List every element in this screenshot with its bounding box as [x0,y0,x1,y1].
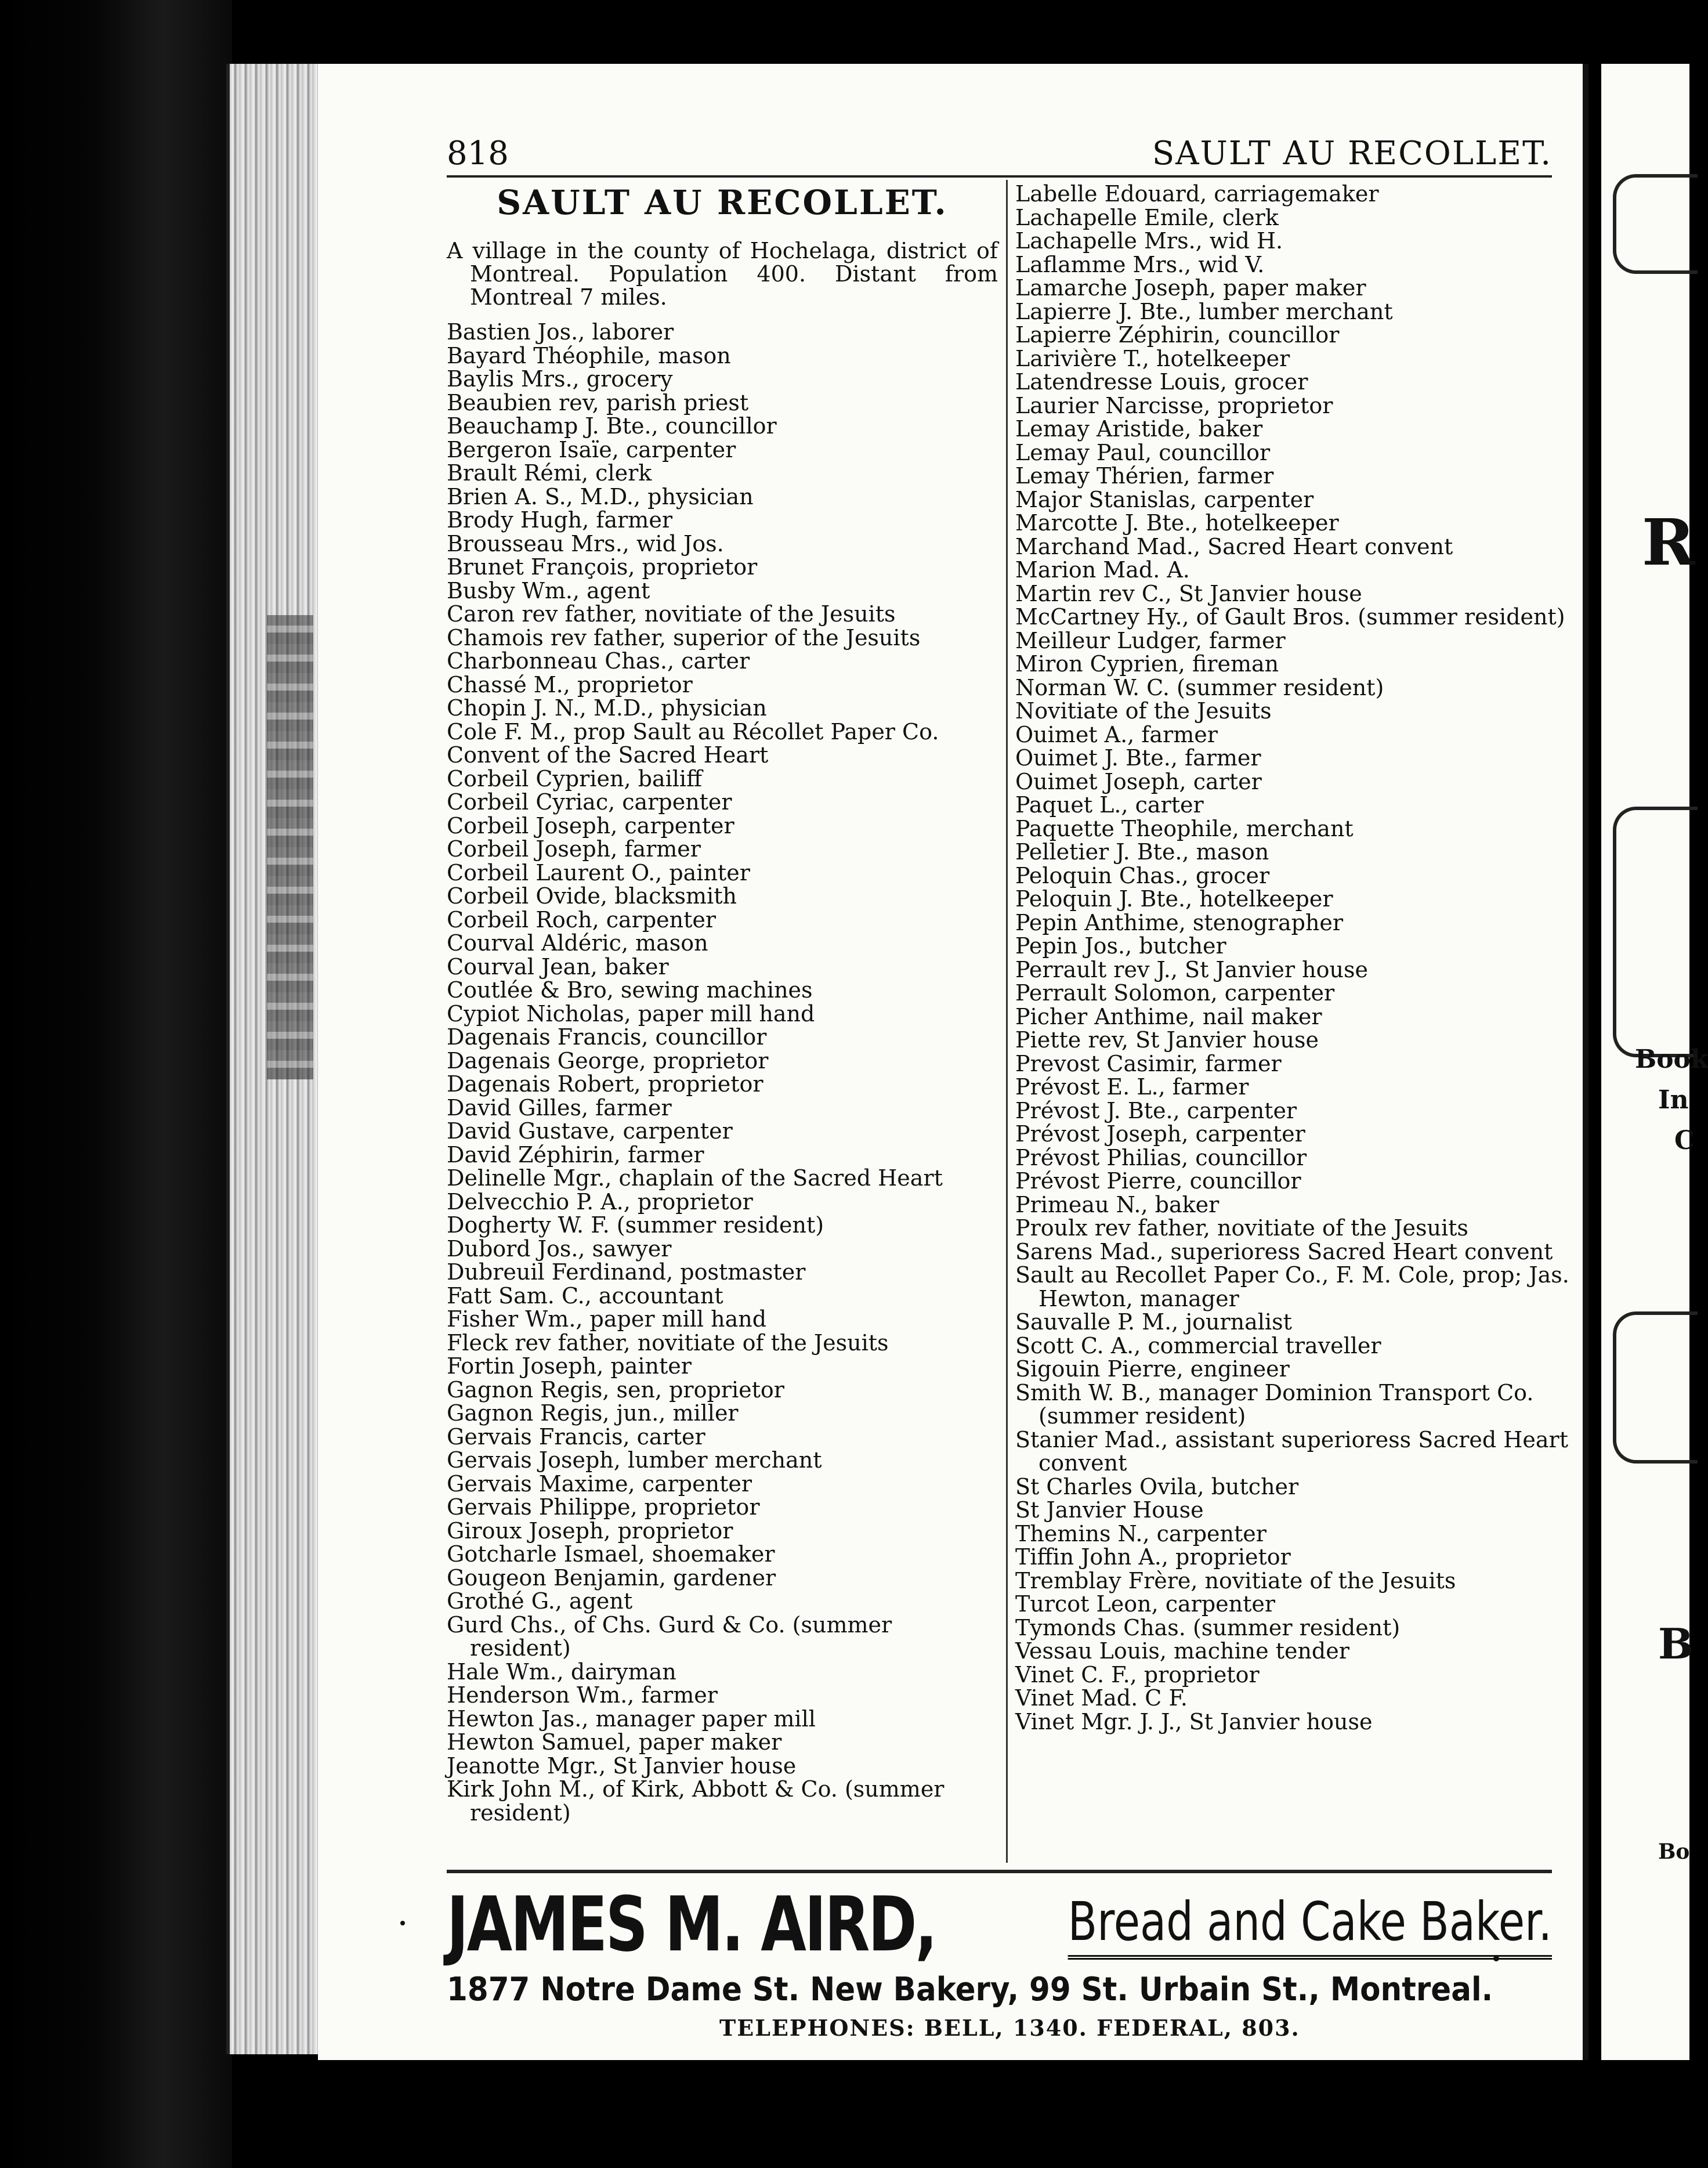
directory-entry: Bayard Théophile, mason [447,342,731,368]
directory-entry: Dagenais George, proprietor [447,1047,769,1074]
page-header [447,129,1552,178]
directory-entry: Ouimet J. Bte., farmer [1015,745,1261,771]
directory-entry: Dubreuil Ferdinand, postmaster [447,1259,806,1285]
directory-entry: Vessau Louis, machine tender [1015,1638,1349,1664]
facing-page-ornament [1613,174,1698,274]
directory-entry: Tiffin John A., proprietor [1015,1544,1291,1570]
advertisement [447,1880,1552,2054]
directory-entry: St Janvier House [1015,1497,1204,1523]
directory-entry: Ouimet Joseph, carter [1015,768,1262,794]
facing-page-letter: B [1658,1619,1693,1668]
advertisement-rule [447,1870,1552,1873]
directory-entry: Lemay Thérien, farmer [1015,463,1274,489]
directory-entry: Fleck rev father, novitiate of the Jesuits [447,1329,889,1356]
facing-page-fragment [1601,64,1708,2060]
directory-entry: Grothé G., agent [447,1588,633,1614]
directory-entry: Fatt Sam. C., accountant [447,1282,723,1309]
directory-entry: David Gilles, farmer [447,1094,672,1121]
directory-entry: Prévost J. Bte., carpenter [1015,1097,1297,1123]
directory-entry: Coutlée & Bro, sewing machines [447,977,813,1003]
directory-entry: St Charles Ovila, butcher [1015,1473,1299,1499]
directory-entry: Major Stanislas, carpenter [1015,486,1314,512]
directory-entry: Lemay Paul, councillor [1015,439,1271,465]
directory-entry: Martin rev C., St Janvier house [1015,580,1362,606]
directory-entry: Vinet Mad. C F. [1015,1685,1188,1711]
scan-speck [1493,1956,1499,1961]
column-divider [1006,180,1008,1863]
directory-entry: Kirk John M., of Kirk, Abbott & Co. (summer resident) [447,1776,945,1826]
facing-page-word: C [1674,1126,1695,1155]
directory-entry: Hewton Jas., manager paper mill [447,1706,816,1732]
directory-entry: Chopin J. N., M.D., physician [447,695,767,721]
directory-entry: Marion Mad. A. [1015,557,1190,583]
left-column [447,182,998,1824]
directory-entry: Sauvalle P. M., journalist [1015,1309,1292,1335]
directory-entry: Labelle Edouard, carriagemaker [1015,181,1379,207]
directory-entry: Proulx rev father, novitiate of the Jesuits [1015,1215,1468,1241]
right-column [1015,182,1590,1733]
directory-entry: Baylis Mrs., grocery [447,366,673,392]
directory-entry: Gougeon Benjamin, gardener [447,1564,776,1591]
directory-entry: Norman W. C. (summer resident) [1015,674,1384,700]
directory-entry: Sarens Mad., superioress Sacred Heart convent [1015,1238,1553,1264]
directory-entry: Tremblay Frère, novitiate of the Jesuits [1015,1567,1456,1594]
advertiser-address: 1877 Notre Dame St. New Bakery, 99 St. Urbain St., Montreal. [447,1971,1493,2008]
directory-entry: Brousseau Mrs., wid Jos. [447,530,724,557]
directory-entry: Lemay Aristide, baker [1015,416,1263,442]
directory-entry: Lapierre J. Bte., lumber merchant [1015,298,1393,324]
directory-entry: Gurd Chs., of Chs. Gurd & Co. (summer resident) [447,1611,892,1661]
advertiser-name: JAMES M. AIRD, [447,1880,936,1968]
directory-entry: Convent of the Sacred Heart [447,742,769,768]
directory-entry: Hale Wm., dairyman [447,1658,676,1685]
section-intro: A village in the county of Hochelaga, district of Montreal. Population 400. Distant from Montreal 7 miles. [447,238,998,310]
directory-entry: Picher Anthime, nail maker [1015,1003,1322,1029]
directory-entry: Scott C. A., commercial traveller [1015,1332,1381,1358]
directory-entry: Fisher Wm., paper mill hand [447,1306,767,1332]
directory-entry: Pelletier J. Bte., mason [1015,839,1269,865]
directory-entry: Marcotte J. Bte., hotelkeeper [1015,510,1339,536]
directory-entry: Delvecchio P. A., proprietor [447,1188,753,1215]
directory-entry: Laurier Narcisse, proprietor [1015,392,1333,418]
directory-entry: Caron rev father, novitiate of the Jesuits [447,601,896,627]
directory-entry: Corbeil Roch, carpenter [447,906,717,933]
scan-speck [400,1921,405,1925]
scan-background [0,0,232,2168]
directory-entry: Prévost Philias, councillor [1015,1144,1307,1170]
directory-entry: Beauchamp J. Bte., councillor [447,413,777,439]
directory-entry: Larivière T., hotelkeeper [1015,345,1290,371]
directory-entry: Piette rev, St Janvier house [1015,1027,1319,1053]
directory-entry: Turcot Leon, carpenter [1015,1591,1276,1617]
directory-entry: Marchand Mad., Sacred Heart convent [1015,533,1453,559]
directory-entry: Brunet François, proprietor [447,554,758,580]
facing-page-ornament [1613,1311,1698,1464]
directory-entry: Vinet Mgr. J. J., St Janvier house [1015,1708,1373,1735]
directory-entry: Corbeil Joseph, farmer [447,836,701,862]
facing-page-ornament [1613,807,1698,1057]
directory-entry: Cole F. M., prop Sault au Récollet Paper Co. [447,718,939,745]
directory-entry: Paquet L., carter [1015,792,1204,818]
directory-entry: Henderson Wm., farmer [447,1682,718,1708]
directory-entry: Smith W. B., manager Dominion Transport Co. (summer resident) [1015,1379,1534,1429]
directory-entry: Stanier Mad., assistant superioress Sacred Heart convent [1015,1426,1568,1476]
directory-entry: Beaubien rev, parish priest [447,389,749,415]
directory-entry: Courval Jean, baker [447,953,669,980]
directory-entry: Latendresse Louis, grocer [1015,369,1308,395]
facing-page-word: Bo [1658,1840,1690,1864]
advertiser-phones: TELEPHONES: BELL, 1340. FEDERAL, 803. [719,2015,1300,2041]
facing-page-letter: R [1642,505,1695,580]
directory-entry: Corbeil Cyprien, bailiff [447,765,703,792]
directory-entry: Lachapelle Emile, clerk [1015,204,1279,230]
directory-entry: Paquette Theophile, merchant [1015,815,1354,841]
directory-entry: Brien A. S., M.D., physician [447,483,754,510]
directory-entry: Gervais Francis, carter [447,1423,705,1450]
directory-entry: Dogherty W. F. (summer resident) [447,1212,824,1238]
directory-entry: Corbeil Ovide, blacksmith [447,883,737,909]
directory-entry: Themins N., carpenter [1015,1520,1266,1546]
book-spine-print [267,615,313,1079]
directory-entry: Prevost Casimir, farmer [1015,1050,1282,1076]
directory-entry: Pepin Jos., butcher [1015,933,1226,959]
directory-entry: Sigouin Pierre, engineer [1015,1356,1290,1382]
directory-entry: Lachapelle Mrs., wid H. [1015,228,1283,254]
directory-entry: Gotcharle Ismael, shoemaker [447,1541,775,1567]
directory-entry: Gagnon Regis, sen, proprietor [447,1376,784,1403]
directory-entry: Brault Rémi, clerk [447,460,652,486]
directory-entry: Prévost Joseph, carpenter [1015,1121,1305,1147]
directory-entry: Gervais Maxime, carpenter [447,1470,752,1497]
directory-entry: Dubord Jos., sawyer [447,1235,672,1262]
directory-entry: Gervais Philippe, proprietor [447,1494,760,1520]
facing-page-word: In [1658,1085,1689,1115]
directory-entry: Meilleur Ludger, farmer [1015,627,1286,653]
directory-entry: Dagenais Robert, proprietor [447,1071,763,1097]
directory-entry: Dagenais Francis, councillor [447,1024,767,1050]
directory-entry: Corbeil Cyriac, carpenter [447,789,732,815]
directory-entry: Perrault rev J., St Janvier house [1015,956,1368,982]
directory-entry: Brody Hugh, farmer [447,507,672,533]
directory-entry: Courval Aldéric, mason [447,930,708,956]
directory-entry: Novitiate of the Jesuits [1015,698,1272,724]
directory-entry: Lapierre Zéphirin, councillor [1015,322,1340,348]
directory-entry: Pepin Anthime, stenographer [1015,909,1344,935]
right-entry-list [1015,182,1590,1733]
running-head: SAULT AU RECOLLET. [1152,135,1552,172]
directory-entry: Gervais Joseph, lumber merchant [447,1447,822,1473]
directory-entry: Miron Cyprien, fireman [1015,651,1279,677]
directory-entry: Corbeil Joseph, carpenter [447,812,734,839]
directory-entry: Peloquin Chas., grocer [1015,862,1270,888]
directory-entry: Delinelle Mgr., chaplain of the Sacred Heart [447,1165,943,1191]
directory-entry: Giroux Joseph, proprietor [447,1517,733,1544]
directory-entry: Lamarche Joseph, paper maker [1015,275,1366,301]
left-entry-list [447,320,998,1824]
directory-entry: Prévost E. L., farmer [1015,1074,1249,1100]
directory-entry: Tymonds Chas. (summer resident) [1015,1614,1401,1641]
directory-entry: Charbonneau Chas., carter [447,648,750,674]
directory-page [318,64,1588,2060]
directory-entry: Bastien Jos., laborer [447,319,674,345]
advertiser-tagline: Bread and Cake Baker. [1068,1891,1552,1960]
directory-entry: Sault au Recollet Paper Co., F. M. Cole, prop; Jas. Hewton, manager [1015,1262,1569,1311]
directory-entry: Bergeron Isaïe, carpenter [447,436,736,462]
directory-entry: David Gustave, carpenter [447,1118,733,1144]
directory-entry: Gagnon Regis, jun., miller [447,1400,739,1426]
directory-entry: Vinet C. F., proprietor [1015,1661,1260,1688]
directory-entry: Ouimet A., farmer [1015,721,1218,747]
facing-page-word: Book [1635,1045,1708,1074]
directory-entry: Fortin Joseph, painter [447,1353,692,1379]
directory-entry: Busby Wm., agent [447,577,650,604]
directory-entry: David Zéphirin, farmer [447,1141,704,1168]
directory-entry: Peloquin J. Bte., hotelkeeper [1015,886,1333,912]
section-title: SAULT AU RECOLLET. [497,183,948,222]
directory-entry: Laflamme Mrs., wid V. [1015,251,1265,277]
directory-entry: Jeanotte Mgr., St Janvier house [447,1753,797,1779]
directory-entry: Chassé M., proprietor [447,671,693,698]
directory-entry: McCartney Hy., of Gault Bros. (summer resident) [1015,604,1565,630]
directory-entry: Corbeil Laurent O., painter [447,859,750,886]
directory-entry: Primeau N., baker [1015,1191,1220,1217]
directory-entry: Prévost Pierre, councillor [1015,1168,1301,1194]
directory-entry: Cypiot Nicholas, paper mill hand [447,1000,815,1027]
page-number: 818 [447,135,509,172]
directory-entry: Perrault Solomon, carpenter [1015,980,1335,1006]
directory-entry: Chamois rev father, superior of the Jesuits [447,624,921,651]
directory-entry: Hewton Samuel, paper maker [447,1729,782,1755]
